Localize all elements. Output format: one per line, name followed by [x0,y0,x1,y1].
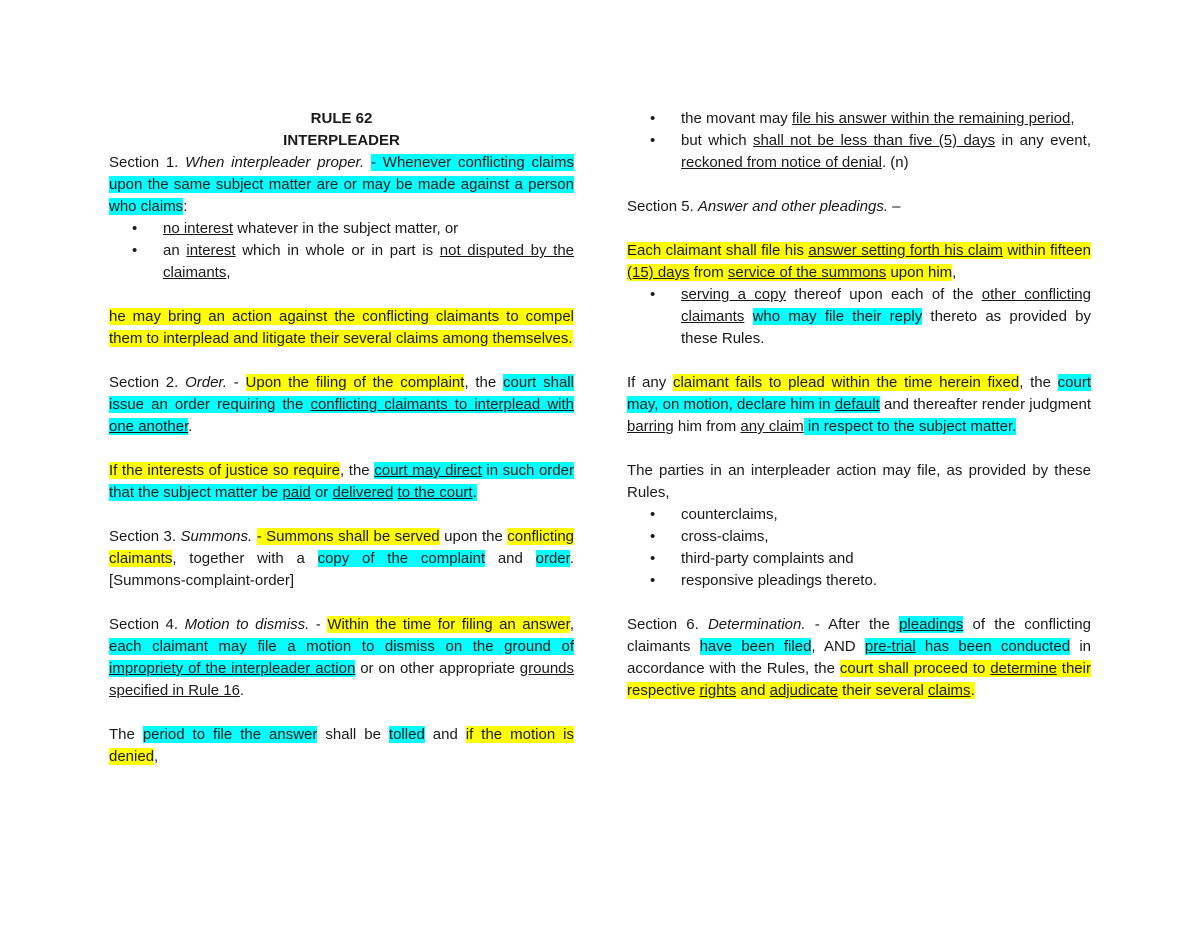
section-1-conclusion: he may bring an action against the conflicting claimants to compel them to interplead and litigate their several claims among themselves. [109,308,574,347]
list-item: • cross-claims, [650,528,769,545]
right-column [627,108,1091,702]
section-2-second-paragraph: If the interests of justice so require, the court may direct in such order that the subject matter be paid or delivered to the court. [109,462,574,501]
section-4-second-paragraph: The period to file the answer shall be tolled and if the motion is denied, [109,726,574,765]
section-1-list [109,218,574,284]
pleadings-list [627,504,1091,592]
section-2-paragraph: Section 2. Order. - Upon the filing of the complaint, the court shall issue an order requiring the conflicting claimants to interplead with one another. [109,374,575,435]
list-item: • but which shall not be less than five (5) days in any event, reckoned from notice of denial. (n) [650,132,1091,171]
section-5-parties-paragraph: The parties in an interpleader action may file, as provided by these Rules, [627,462,1091,501]
section-1-paragraph: Section 1. When interpleader proper. - Whenever conflicting claims upon the same subject matter are or may be made against a person who claims: [109,154,574,215]
section-5-default-paragraph: If any claimant fails to plead within the time herein fixed, the court may, on motion, declare him in default and thereafter render judgment barring him from any claim in respect to the subject matter. [627,374,1092,435]
section-5-heading: Section 5. Answer and other pleadings. – [627,198,901,215]
list-item: • responsive pleadings thereto. [650,572,877,589]
list-item: • the movant may file his answer within the remaining period, [650,110,1075,127]
left-column [109,108,574,768]
rule-title: RULE 62 [310,110,373,127]
section-6-paragraph: Section 6. Determination. - After the pleadings of the conflicting claimants have been filed, AND pre-trial has been conducted in accordance with the Rules, the court shall proceed to determine their respective rights and adjudicate their several claims. [627,616,1092,699]
list-item: • an interest which in whole or in part is not disputed by the claimants, [132,242,575,281]
rule-subtitle: INTERPLEADER [283,132,400,149]
list-item: • counterclaims, [650,506,778,523]
section-4-continued-list [627,108,1091,174]
list-item: • third-party complaints and [650,550,854,567]
list-item: • no interest whatever in the subject matter, or [132,220,459,237]
section-4-paragraph: Section 4. Motion to dismiss. - Within the time for filing an answer, each claimant may file a motion to dismiss on the ground of impropriety of the interpleader action or on other appropriate grounds specified in Rule 16. [109,616,575,699]
section-3-paragraph: Section 3. Summons. - Summons shall be served upon the conflicting claimants, together with a copy of the complaint and order. [Summons-complaint-order] [109,528,574,589]
section-5-paragraph: Each claimant shall file his answer setting forth his claim within fifteen (15) days from service of the summons upon him, [627,242,1091,281]
section-5-list [627,284,1091,350]
list-item: • serving a copy thereof upon each of the other conflicting claimants who may file their reply thereto as provided by these Rules. [650,286,1092,347]
